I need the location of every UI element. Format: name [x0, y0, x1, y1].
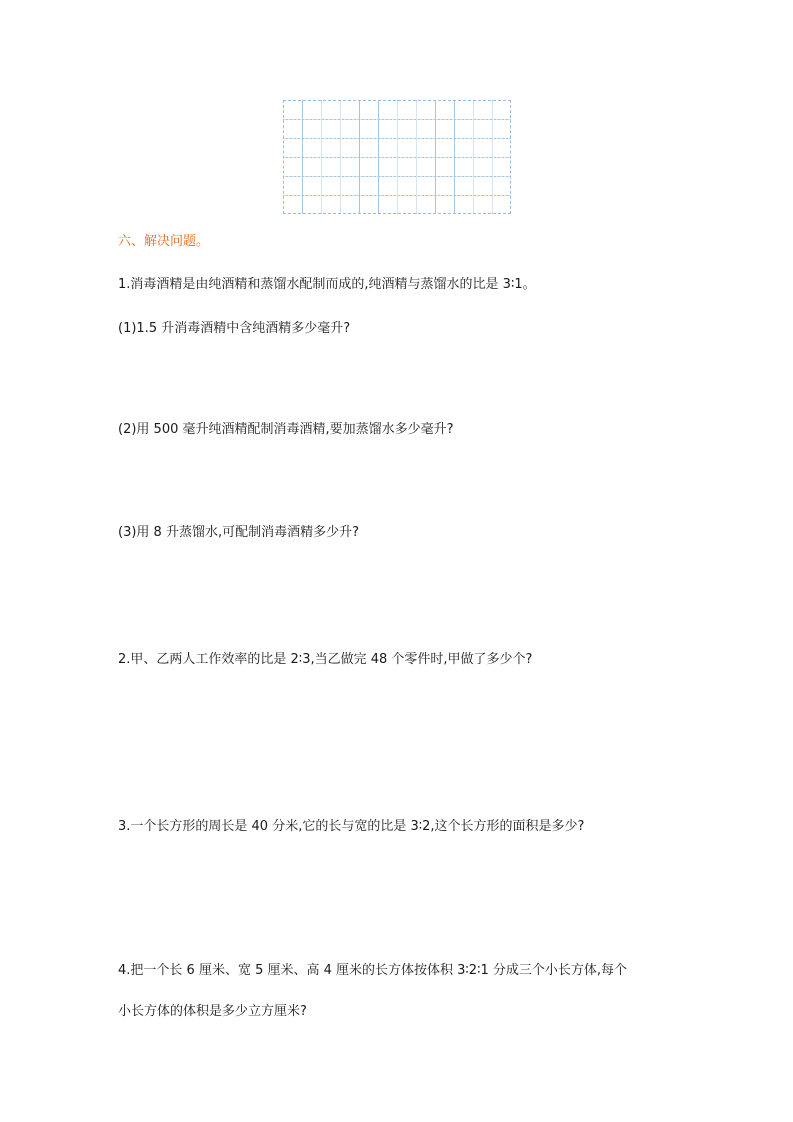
question-1-part-2: (2)用 500 毫升纯酒精配制消毒酒精,要加蒸馏水多少毫升? [118, 422, 454, 437]
writing-grid [283, 100, 511, 214]
section-title: 六、解决问题。 [118, 234, 210, 249]
question-4-line-2: 小长方体的体积是多少立方厘米? [118, 1004, 307, 1019]
question-4-line-1: 4.把一个长 6 厘米、宽 5 厘米、高 4 厘米的长方体按体积 3∶2∶1 分成三个小长方体,每个 [118, 963, 627, 978]
question-1-stem: 1.消毒酒精是由纯酒精和蒸馏水配制而成的,纯酒精与蒸馏水的比是 3∶1。 [118, 277, 536, 292]
question-1-part-3: (3)用 8 升蒸馏水,可配制消毒酒精多少升? [118, 525, 359, 540]
question-1-part-1: (1)1.5 升消毒酒精中含纯酒精多少毫升? [118, 321, 351, 336]
question-2: 2.甲、乙两人工作效率的比是 2∶3,当乙做完 48 个零件时,甲做了多少个? [118, 652, 533, 667]
question-3: 3.一个长方形的周长是 40 分米,它的长与宽的比是 3∶2,这个长方形的面积是多少? [118, 819, 585, 834]
